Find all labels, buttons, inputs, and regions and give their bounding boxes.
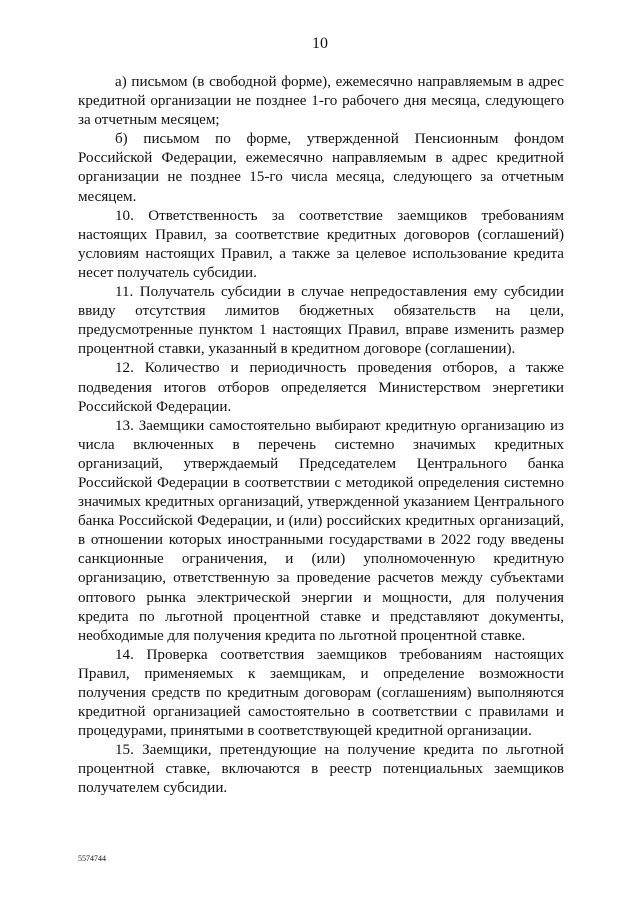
paragraph-a: а) письмом (в свободной форме), ежемесячно направляемым в адрес кредитной организации не позднее 1-го рабочего дня месяца, следующего за отчетным месяцем;: [78, 74, 564, 129]
document-body: [78, 73, 564, 799]
page-number: 10: [312, 35, 328, 52]
paragraph-11: 11. Получатель субсидии в случае непредоставления ему субсидии ввиду отсутствия лимитов бюджетных обязательств на цели, предусмотренные пунктом 1 настоящих Правил, вправе изменить размер процентной ставки, указанный в кредитном договоре (соглашении).: [78, 284, 564, 358]
paragraph-13: 13. Заемщики самостоятельно выбирают кредитную организацию из числа включенных в перечень системно значимых кредитных организаций, утверждаемый Председателем Центрального банка Российской Федерации в соответствии с методикой определения системно значимых кредитных организаций, утвержденной указанием Центрального банка Российской Федерации, и (или) российских кредитных организаций, в отношении которых иностранными государствами в 2022 году введены санкционные ограничения, и (или) уполномоченную кредитную организацию, ответственную за проведение расчетов между субъектами оптового рынка электрической энергии и мощности, для получения кредита по льготной процентной ставке и представляют документы, необходимые для получения кредита по льготной процентной ставке.: [78, 417, 564, 644]
document-code: 5574744: [78, 854, 106, 863]
paragraph-14: 14. Проверка соответствия заемщиков требованиям настоящих Правил, применяемых к заемщикам, и определение возможности получения средств по кредитным договорам (соглашениям) выполняются кредитной организацией самостоятельно в соответствии с правилами и процедурами, принятыми в соответствующей кредитной организации.: [78, 646, 564, 740]
paragraph-b: б) письмом по форме, утвержденной Пенсионным фондом Российской Федерации, ежемесячно направляемым в адрес кредитной организации не позднее 15-го числа месяца, следующего за отчетным месяцем.: [78, 131, 564, 205]
paragraph-12: 12. Количество и периодичность проведения отборов, а также подведения итогов отборов определяется Министерством энергетики Российской Федерации.: [78, 360, 564, 415]
paragraph-10: 10. Ответственность за соответствие заемщиков требованиям настоящих Правил, за соответствие кредитных договоров (соглашений) условиям настоящих Правил, а также за целевое использование кредита несет получатель субсидии.: [78, 207, 564, 281]
paragraph-15: 15. Заемщики, претендующие на получение кредита по льготной процентной ставке, включаются в реестр потенциальных заемщиков получателем субсидии.: [78, 742, 564, 797]
